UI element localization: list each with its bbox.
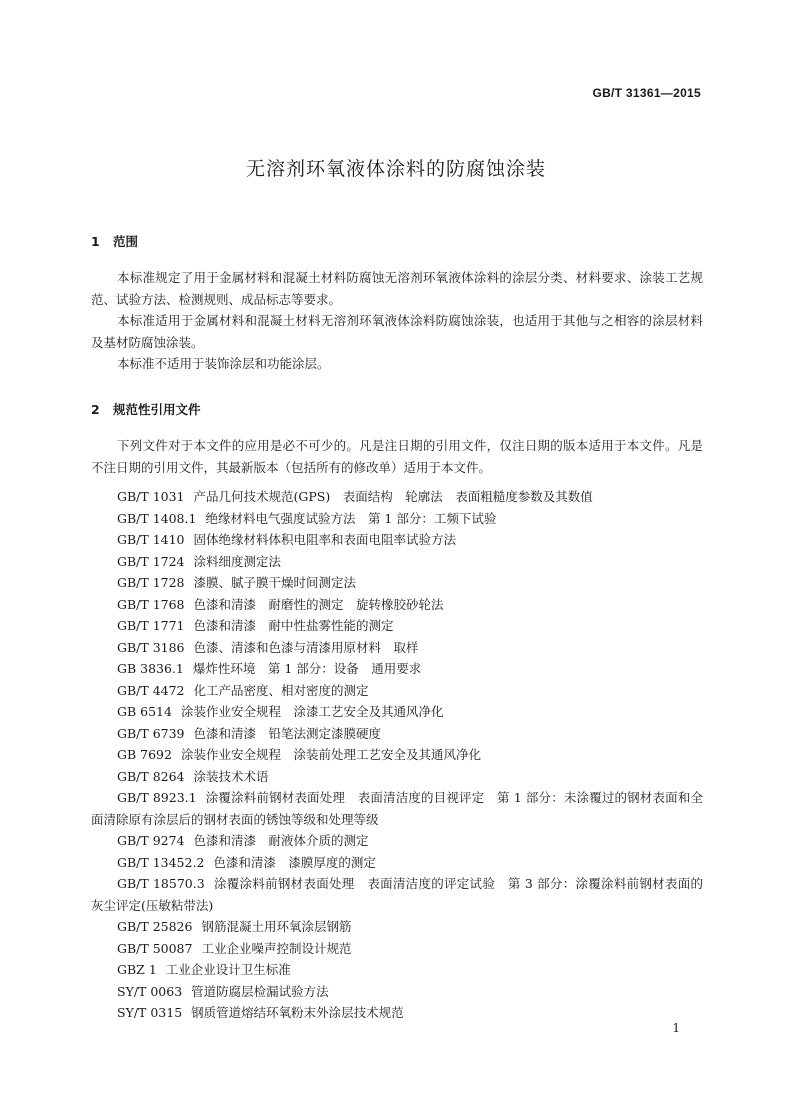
- reference-item: [91, 852, 703, 874]
- reference-item: [91, 551, 703, 573]
- reference-code: GB/T 8264: [117, 768, 185, 784]
- reference-code: GB/T 25826: [117, 919, 193, 934]
- reference-item: [91, 959, 703, 981]
- reference-title: 涂装作业安全规程 涂漆工艺安全及其通风净化: [180, 704, 444, 719]
- reference-item: [91, 615, 703, 637]
- reference-title: 管道防腐层检漏试验方法: [191, 983, 329, 999]
- reference-item: [91, 873, 703, 916]
- reference-item: [91, 508, 703, 530]
- reference-code: GB/T 18570.3: [117, 876, 205, 891]
- reference-code: GB/T 1408.1: [117, 510, 197, 526]
- reference-title: 爆炸性环境 第 1 部分：设备 通用要求: [192, 661, 422, 676]
- reference-item: [91, 766, 703, 788]
- reference-code: GB/T 1724: [117, 553, 185, 569]
- reference-item: [91, 572, 703, 594]
- paragraph: 下列文件对于本文件的应用是必不可少的。凡是注日期的引用文件，仅注日期的版本适用于本文件。凡是不注日期的引用文件，其最新版本（包括所有的修改单）适用于本文件。: [91, 438, 703, 475]
- reference-item: [91, 787, 703, 830]
- reference-title: 色漆和清漆 漆膜厚度的测定: [213, 854, 376, 870]
- reference-item: [91, 637, 703, 659]
- reference-title: 色漆和清漆 耐液体介质的测定: [193, 833, 369, 848]
- reference-code: GB/T 13452.2: [117, 854, 205, 870]
- reference-item: [91, 658, 703, 680]
- reference-title: 色漆和清漆 铅笔法测定漆膜硬度: [193, 725, 382, 741]
- paragraph: 本标准规定了用于金属材料和混凝土材料防腐蚀无溶剂环氧液体涂料的涂层分类、材料要求、涂装工艺规范、试验方法、检测规则、成品标志等要求。: [91, 270, 703, 307]
- reference-item: [91, 594, 703, 616]
- reference-title: 涂装技术术语: [193, 768, 269, 784]
- reference-item: [91, 938, 703, 960]
- reference-code: GB 7692: [117, 747, 172, 762]
- reference-title: 涂料细度测定法: [193, 553, 282, 569]
- reference-title: 产品几何技术规范(GPS) 表面结构 轮廓法 表面粗糙度参数及其数值: [193, 489, 593, 504]
- reference-title: 色漆、清漆和色漆与清漆用原材料 取样: [193, 639, 419, 655]
- reference-item: [91, 680, 703, 702]
- reference-code: GB/T 1728: [117, 575, 185, 590]
- reference-title: 漆膜、腻子膜干燥时间测定法: [193, 575, 357, 590]
- reference-code: GB/T 6739: [117, 725, 185, 741]
- reference-item: [91, 916, 703, 938]
- reference-code: GB/T 1031: [117, 489, 185, 504]
- reference-item: [91, 701, 703, 723]
- reference-title: 涂装作业安全规程 涂装前处理工艺安全及其通风净化: [180, 747, 481, 762]
- reference-item: [91, 981, 703, 1003]
- reference-code: SY/T 0063: [117, 983, 183, 999]
- reference-code: GB/T 1771: [117, 618, 185, 633]
- reference-code: GB/T 1410: [117, 532, 185, 547]
- reference-code: GB/T 9274: [117, 833, 185, 848]
- reference-item: [91, 830, 703, 852]
- reference-title: 涂覆涂料前钢材表面处理 表面清洁度的评定试验 第 3 部分：涂覆涂料前钢材表面的灰尘评定(压敏粘带法): [91, 876, 703, 913]
- section-title: 规范性引用文件: [113, 402, 201, 417]
- page-number: 1: [672, 1021, 680, 1035]
- reference-code: GB/T 4472: [117, 682, 185, 698]
- section-heading-normative-references: [91, 400, 201, 418]
- reference-code: GB/T 1768: [117, 596, 185, 612]
- reference-title: 工业企业噪声控制设计规范: [201, 940, 352, 956]
- section-title: 范围: [113, 234, 139, 249]
- reference-title: 色漆和清漆 耐中性盐雾性能的测定: [193, 618, 394, 633]
- reference-code: GB/T 8923.1: [117, 790, 197, 805]
- standard-code: GB/T 31361—2015: [592, 86, 701, 100]
- reference-code: GBZ 1: [117, 962, 157, 977]
- paragraph: 本标准适用于金属材料和混凝土材料无溶剂环氧液体涂料防腐蚀涂装，也适用于其他与之相容的涂层材料及基材防腐蚀涂装。: [91, 313, 703, 350]
- reference-title: 钢筋混凝土用环氧涂层钢筋: [201, 919, 352, 934]
- reference-code: GB/T 3186: [117, 639, 185, 655]
- reference-item: [91, 1002, 703, 1024]
- reference-code: SY/T 0315: [117, 1005, 183, 1020]
- reference-item: [91, 744, 703, 766]
- reference-title: 绝缘材料电气强度试验方法 第 1 部分：工频下试验: [205, 510, 497, 526]
- reference-item: [91, 486, 703, 508]
- reference-title: 固体绝缘材料体积电阻率和表面电阻率试验方法: [193, 532, 457, 547]
- reference-title: 钢质管道熔结环氧粉末外涂层技术规范: [191, 1005, 404, 1020]
- section-number: 1: [91, 234, 100, 249]
- document-title: 无溶剂环氧液体涂料的防腐蚀涂装: [245, 158, 546, 180]
- section-number: 2: [91, 402, 100, 417]
- reference-title: 工业企业设计卫生标准: [165, 962, 291, 977]
- reference-item: [91, 529, 703, 551]
- reference-code: GB 6514: [117, 704, 172, 719]
- reference-list: [91, 486, 703, 1024]
- reference-code: GB/T 50087: [117, 940, 193, 956]
- section-heading-scope: [91, 232, 138, 250]
- paragraph: 本标准不适用于装饰涂层和功能涂层。: [117, 356, 330, 371]
- reference-title: 涂覆涂料前钢材表面处理 表面清洁度的目视评定 第 1 部分：未涂覆过的钢材表面和全面清除原有涂层后的钢材表面的锈蚀等级和处理等级: [91, 790, 703, 827]
- reference-code: GB 3836.1: [117, 661, 184, 676]
- reference-title: 化工产品密度、相对密度的测定: [193, 682, 369, 698]
- reference-title: 色漆和清漆 耐磨性的测定 旋转橡胶砂轮法: [193, 596, 444, 612]
- reference-item: [91, 723, 703, 745]
